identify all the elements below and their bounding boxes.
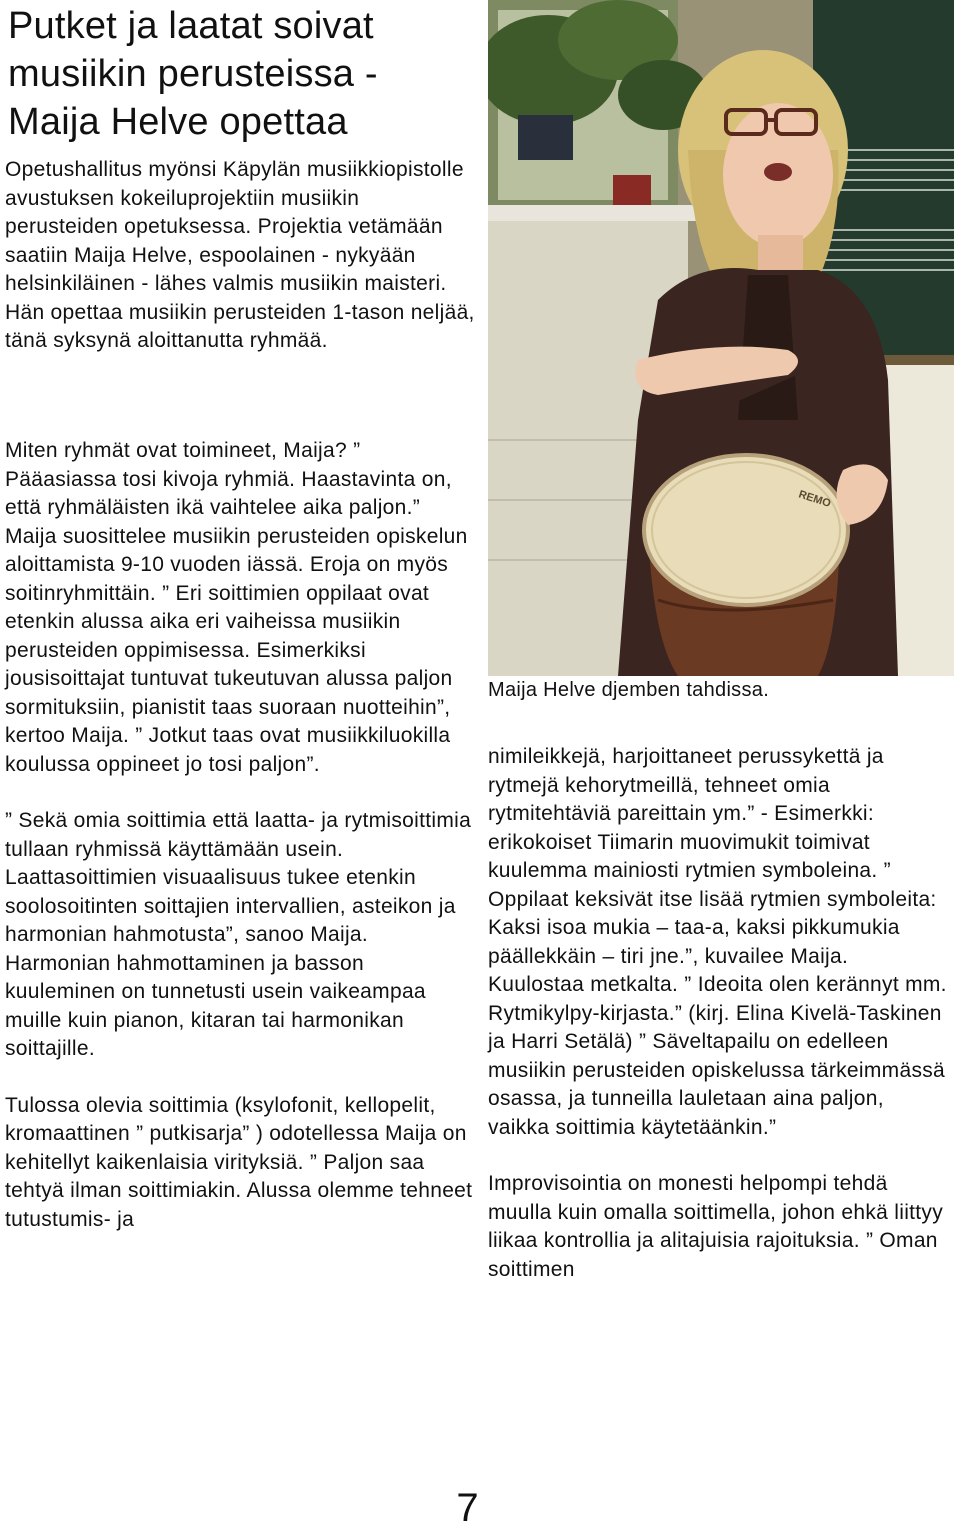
- photo-caption: Maija Helve djemben tahdissa.: [488, 679, 770, 701]
- right-paragraph-1: nimileikkejä, harjoittaneet perussykettä ja rytmejä kehorytmeillä, tehneet omia rytmitehtäviä pareittain ym.” - Esimerkki: erikokoiset Tiimarin muovimukit toimivat kuulemma mainiosti rytmien symboleina. ” Oppilaat keksivät itse lisää rytmien symboleita: Kaksi isoa mukia – taa-a, kaksi pikkumukia päällekkäin – tiri jne.”, kuvailee Maija. Kuulostaa metkalta. ” Ideoita olen kerännyt mm. Rytmikylpy-kirjasta.” (kirj. Elina Kivelä-Taskinen ja Harri Setälä) ” Säveltapailu on edelleen musiikin perusteiden opiskelussa tärkeimmässä osassa, ja tunneilla lauletaan aina paljon, vaikka soittimia käytetäänkin.”: [488, 745, 947, 1139]
- interview-paragraph-3: Tulossa olevia soittimia (ksylofonit, kellopelit, kromaattinen ” putkisarja” ) odotellessa Maija on kehitellyt kaikenlaisia virityksiä. ” Paljon saa tehtyä ilman soittimiakin. Alussa olemme tehneet tutustumis- ja: [5, 1093, 473, 1231]
- right-paragraph-2: Improvisointia on monesti helpompi tehdä muulla kuin omalla soittimella, johon ehkä liittyy liikaa kontrollia ja alitajuisia rajoituksia. ” Oman soittimen: [488, 1172, 944, 1281]
- intro-paragraph: Opetushallitus myönsi Käpylän musiikkiopistolle avustuksen kokeiluprojektiin musiikin perusteiden opetuksessa. Projektia vetämään saatiin Maija Helve, espoolainen - nykyään helsinkiläinen - lähes valmis musiikin maisteri. Hän opettaa musiikin perusteiden 1-tason neljää, tänä syksynä aloittanutta ryhmää.: [5, 158, 475, 352]
- left-body-column: [5, 437, 475, 1234]
- teacher-djembe-photo: [488, 0, 954, 676]
- intro-column: [5, 156, 475, 356]
- interview-paragraph-2: ” Sekä omia soittimia että laatta- ja rytmisoittimia tullaan ryhmissä käyttämään usein. Laattasoittimien visuaalisuus tukee etenkin soolosoitinten soittajien intervallien, asteikon ja harmonian hahmotusta”, sanoo Maija. Harmonian hahmottaminen ja basson kuuleminen on tunnetusti usein vaikeampaa muille kuin pianon, kitaran tai harmonikan soittajille.: [5, 809, 472, 1060]
- page-number: 7: [456, 1486, 479, 1530]
- right-body-column: [488, 743, 948, 1284]
- drum-brand-logo: REMO: [797, 488, 833, 511]
- interview-paragraph-1: Miten ryhmät ovat toimineet, Maija? ” Pääasiassa tosi kivoja ryhmiä. Haastavinta on, että ryhmäläisten ikä vaihtelee aika paljon.” Maija suosittelee musiikin perusteiden opiskelun aloittamista 9-10 vuoden iässä. Eroja on myös soitinryhmittäin. ” Eri soittimien oppilaat ovat etenkin alussa aika eri vaiheissa musiikin perusteiden oppimisessa. Esimerkiksi jousisoittajat tuntuvat tukeutuvan alussa paljon sormituksiin, pianistit taas suoraan nuotteihin”, kertoo Maija. ” Jotkut taas ovat musiikkiluokilla koulussa oppineet jo tosi paljon”.: [5, 439, 468, 776]
- article-title: Putket ja laatat soivat musiikin perusteissa - Maija Helve opettaa: [8, 5, 378, 143]
